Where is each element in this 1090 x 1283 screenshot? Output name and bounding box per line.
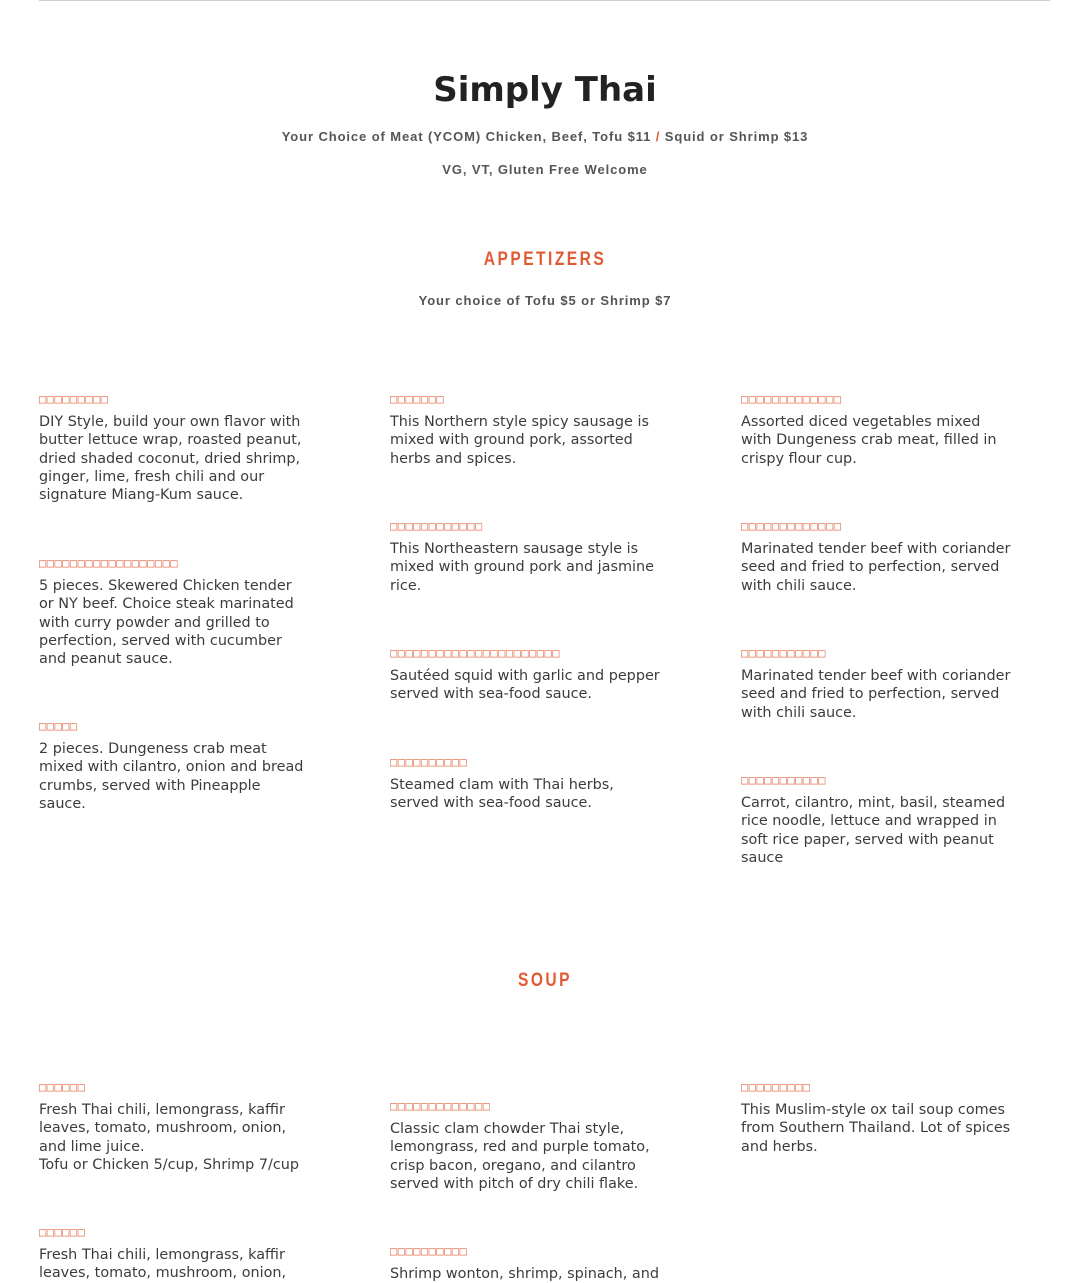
item-description: Sautéed squid with garlic and pepper served with sea-food sauce. xyxy=(390,668,660,703)
item-name: □□□□□□□□□□□□□ xyxy=(741,392,842,406)
menu-item xyxy=(390,391,660,468)
menu-item xyxy=(741,772,1011,867)
item-name: □□□□□□□□□□□ xyxy=(741,646,826,660)
item-name: □□□□□□□□□□□□□□□□□□□□□□ xyxy=(390,646,560,660)
menu-item xyxy=(390,754,660,813)
item-description: This Northern style spicy sausage is mixed with ground pork, assorted herbs and spices. xyxy=(390,414,649,467)
item-description: 2 pieces. Dungeness crab meat mixed with cilantro, onion and bread crumbs, served with Pineapple sauce. xyxy=(39,741,304,812)
item-description: Assorted diced vegetables mixed with Dungeness crab meat, filled in crispy flour cup. xyxy=(741,414,997,467)
item-name: □□□□□□□□□□ xyxy=(390,755,468,769)
meat-choice-line xyxy=(0,129,1090,144)
menu-item xyxy=(390,518,660,595)
item-description: DIY Style, build your own flavor with butter lettuce wrap, roasted peanut, dried shaded coconut, dried shrimp, ginger, lime, fresh chili and our signature Miang-Kum sauce. xyxy=(39,414,302,504)
menu-item xyxy=(390,645,660,704)
meat-price-separator: / xyxy=(655,129,661,144)
item-description: This Northeastern sausage style is mixed with ground pork and jasmine rice. xyxy=(390,541,654,594)
item-name: □□□□□ xyxy=(39,719,78,733)
top-divider xyxy=(39,0,1050,1)
item-name: □□□□□□□□□□□□□ xyxy=(390,1099,491,1113)
item-name: □□□□□□□□□□ xyxy=(390,1244,468,1258)
menu-item xyxy=(39,391,309,504)
item-name: □□□□□□□□□□□□ xyxy=(390,519,483,533)
menu-item xyxy=(741,645,1011,722)
item-description: Carrot, cilantro, mint, basil, steamed rice noodle, lettuce and wrapped in soft rice paper, served with peanut sauce xyxy=(741,795,1006,866)
item-description: This Muslim-style ox tail soup comes from Southern Thailand. Lot of spices and herbs. xyxy=(741,1102,1011,1155)
item-description: 5 pieces. Skewered Chicken tender or NY beef. Choice steak marinated with curry powder and grilled to perfection, served with cucumber and peanut sauce. xyxy=(39,578,294,668)
meat-price-b: Squid or Shrimp $13 xyxy=(664,129,809,144)
item-description: Shrimp wonton, shrimp, spinach, and xyxy=(390,1266,659,1282)
page-title: Simply Thai xyxy=(433,70,657,110)
menu-item xyxy=(39,1079,309,1174)
item-description: Classic clam chowder Thai style, lemongrass, red and purple tomato, crisp bacon, oregano, and cilantro served with pitch of dry chili flake. xyxy=(390,1121,650,1192)
item-description: Marinated tender beef with coriander seed and fried to perfection, served with chili sauce. xyxy=(741,541,1011,594)
item-name: □□□□□□ xyxy=(39,1080,86,1094)
item-price-note: Tofu or Chicken 5/cup, Shrimp 7/cup xyxy=(39,1156,300,1173)
item-description: Marinated tender beef with coriander seed and fried to perfection, served with chili sauce. xyxy=(741,668,1011,721)
item-name: □□□□□□□□□ xyxy=(39,392,109,406)
menu-item xyxy=(39,555,309,668)
meat-price-a: Your Choice of Meat (YCOM) Chicken, Beef, Tofu $11 xyxy=(281,129,652,144)
appetizers-heading: APPETIZERS xyxy=(483,249,607,270)
item-description: Fresh Thai chili, lemongrass, kaffir leaves, tomato, mushroom, onion, and lime juice. xyxy=(39,1102,287,1155)
menu-item xyxy=(741,391,1011,468)
soup-heading: SOUP xyxy=(517,970,572,991)
item-description: Steamed clam with Thai herbs, served with sea-food sauce. xyxy=(390,777,614,812)
item-name: □□□□□□□□□ xyxy=(741,1080,811,1094)
item-description: Fresh Thai chili, lemongrass, kaffir leaves, tomato, mushroom, onion, xyxy=(39,1247,287,1282)
item-name: □□□□□□□ xyxy=(390,392,445,406)
menu-item xyxy=(741,1079,1011,1156)
menu-item xyxy=(39,718,309,813)
menu-item xyxy=(390,1098,660,1193)
menu-item xyxy=(390,1243,660,1283)
menu-item xyxy=(39,1224,309,1283)
item-name: □□□□□□□□□□□□□ xyxy=(741,519,842,533)
appetizers-note: Your choice of Tofu $5 or Shrimp $7 xyxy=(418,293,672,308)
item-name: □□□□□□□□□□□ xyxy=(741,773,826,787)
menu-item xyxy=(741,518,1011,595)
item-name: □□□□□□□□□□□□□□□□□□ xyxy=(39,556,179,570)
item-name: □□□□□□ xyxy=(39,1225,86,1239)
diet-note: VG, VT, Gluten Free Welcome xyxy=(442,162,648,177)
